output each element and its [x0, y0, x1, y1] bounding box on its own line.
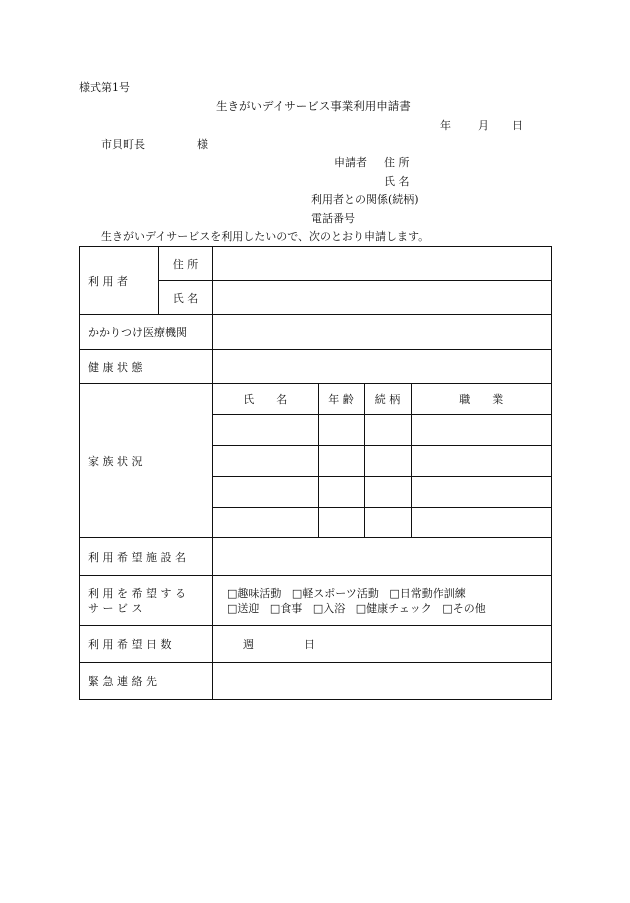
family-header-name: 氏 名	[213, 384, 318, 414]
family-entry-row	[213, 507, 551, 537]
service-options-line1	[223, 586, 551, 601]
checkbox-icon: □	[312, 601, 324, 615]
days-field[interactable]	[213, 626, 552, 663]
family-header-age: 年 齢	[318, 384, 364, 414]
days-row	[80, 626, 552, 663]
page-title: 生きがいデイサービス事業利用申請書	[216, 99, 411, 113]
family-occupation-field[interactable]	[411, 445, 551, 476]
intro-text: 生きがいデイサービスを利用したいので、次のとおり申請します。	[101, 230, 430, 243]
family-entry-row	[213, 414, 551, 445]
family-occupation-field[interactable]	[411, 414, 551, 445]
addressee-honorific: 様	[197, 138, 208, 151]
facility-field[interactable]	[213, 538, 552, 576]
emergency-row	[80, 663, 552, 700]
family-age-field[interactable]	[318, 445, 364, 476]
service-row	[80, 576, 552, 626]
service-option-meal[interactable]: □食事	[269, 601, 303, 615]
service-option-hobby[interactable]: □趣味活動	[227, 586, 282, 600]
service-option-health-check[interactable]: □健康チェック	[355, 601, 432, 615]
user-name-field[interactable]	[213, 281, 552, 315]
service-option-transport[interactable]: □送迎	[227, 601, 260, 615]
family-name-field[interactable]	[213, 445, 318, 476]
applicant-address-label: 住 所	[384, 156, 410, 169]
family-entry-row	[213, 445, 551, 476]
service-label	[80, 576, 213, 626]
clinic-field[interactable]	[213, 315, 552, 350]
health-field[interactable]	[213, 350, 552, 384]
clinic-row	[80, 315, 552, 350]
family-header-row	[213, 384, 551, 414]
user-label: 利 用 者	[80, 247, 159, 315]
family-relation-field[interactable]	[364, 476, 411, 507]
health-row	[80, 350, 552, 384]
checkbox-icon: □	[442, 601, 453, 615]
date-month-label: 月	[478, 119, 489, 132]
family-age-field[interactable]	[318, 476, 364, 507]
family-name-field[interactable]	[213, 414, 318, 445]
addressee-name: 市貝町長	[101, 138, 145, 151]
facility-row	[80, 538, 552, 576]
family-entry-row	[213, 476, 551, 507]
family-name-field[interactable]	[213, 476, 318, 507]
checkbox-icon: □	[355, 601, 367, 615]
user-address-label: 住 所	[159, 247, 213, 281]
family-header-relation: 続 柄	[364, 384, 411, 414]
days-day-label: 日	[304, 638, 315, 651]
service-label-line2: サ ー ビ ス	[88, 601, 143, 615]
family-grid-cell	[213, 384, 552, 538]
applicant-label: 申請者	[334, 156, 367, 169]
application-table	[79, 246, 552, 700]
user-name-label: 氏 名	[159, 281, 213, 315]
checkbox-icon: □	[269, 601, 281, 615]
family-age-field[interactable]	[318, 507, 364, 537]
family-occupation-field[interactable]	[411, 476, 551, 507]
clinic-label: かかりつけ医療機関	[80, 315, 213, 350]
checkbox-icon: □	[389, 586, 400, 600]
family-relation-field[interactable]	[364, 414, 411, 445]
checkbox-icon: □	[227, 601, 238, 615]
service-option-daily-training[interactable]: □日常動作訓練	[389, 586, 466, 600]
family-row	[80, 384, 552, 538]
emergency-field[interactable]	[213, 663, 552, 700]
date-year-label: 年	[440, 119, 451, 132]
emergency-label: 緊 急 連 絡 先	[80, 663, 213, 700]
family-relation-field[interactable]	[364, 507, 411, 537]
date-day-label: 日	[512, 119, 523, 132]
family-age-field[interactable]	[318, 414, 364, 445]
family-relation-field[interactable]	[364, 445, 411, 476]
family-grid	[213, 384, 551, 537]
family-label: 家 族 状 況	[80, 384, 213, 538]
checkbox-icon: □	[227, 586, 238, 600]
applicant-name-label: 氏 名	[384, 175, 410, 188]
checkbox-icon: □	[291, 586, 303, 600]
service-options-line2	[223, 601, 551, 616]
service-label-line1: 利 用 を 希 望 す る	[88, 586, 186, 600]
applicant-phone-label: 電話番号	[311, 212, 355, 225]
user-address-row	[80, 247, 552, 281]
family-occupation-field[interactable]	[411, 507, 551, 537]
facility-label: 利 用 希 望 施 設 名	[80, 538, 213, 576]
days-week-label: 週	[243, 638, 254, 651]
service-options	[213, 576, 552, 626]
family-name-field[interactable]	[213, 507, 318, 537]
applicant-relation-label: 利用者との関係(続柄)	[311, 193, 419, 206]
service-option-bath[interactable]: □入浴	[312, 601, 346, 615]
days-label: 利 用 希 望 日 数	[80, 626, 213, 663]
user-address-field[interactable]	[213, 247, 552, 281]
service-option-light-sports[interactable]: □軽スポーツ活動	[291, 586, 379, 600]
form-number: 様式第1号	[79, 81, 130, 94]
family-header-occupation: 職 業	[411, 384, 551, 414]
service-option-other[interactable]: □その他	[442, 601, 486, 615]
health-label: 健 康 状 態	[80, 350, 213, 384]
